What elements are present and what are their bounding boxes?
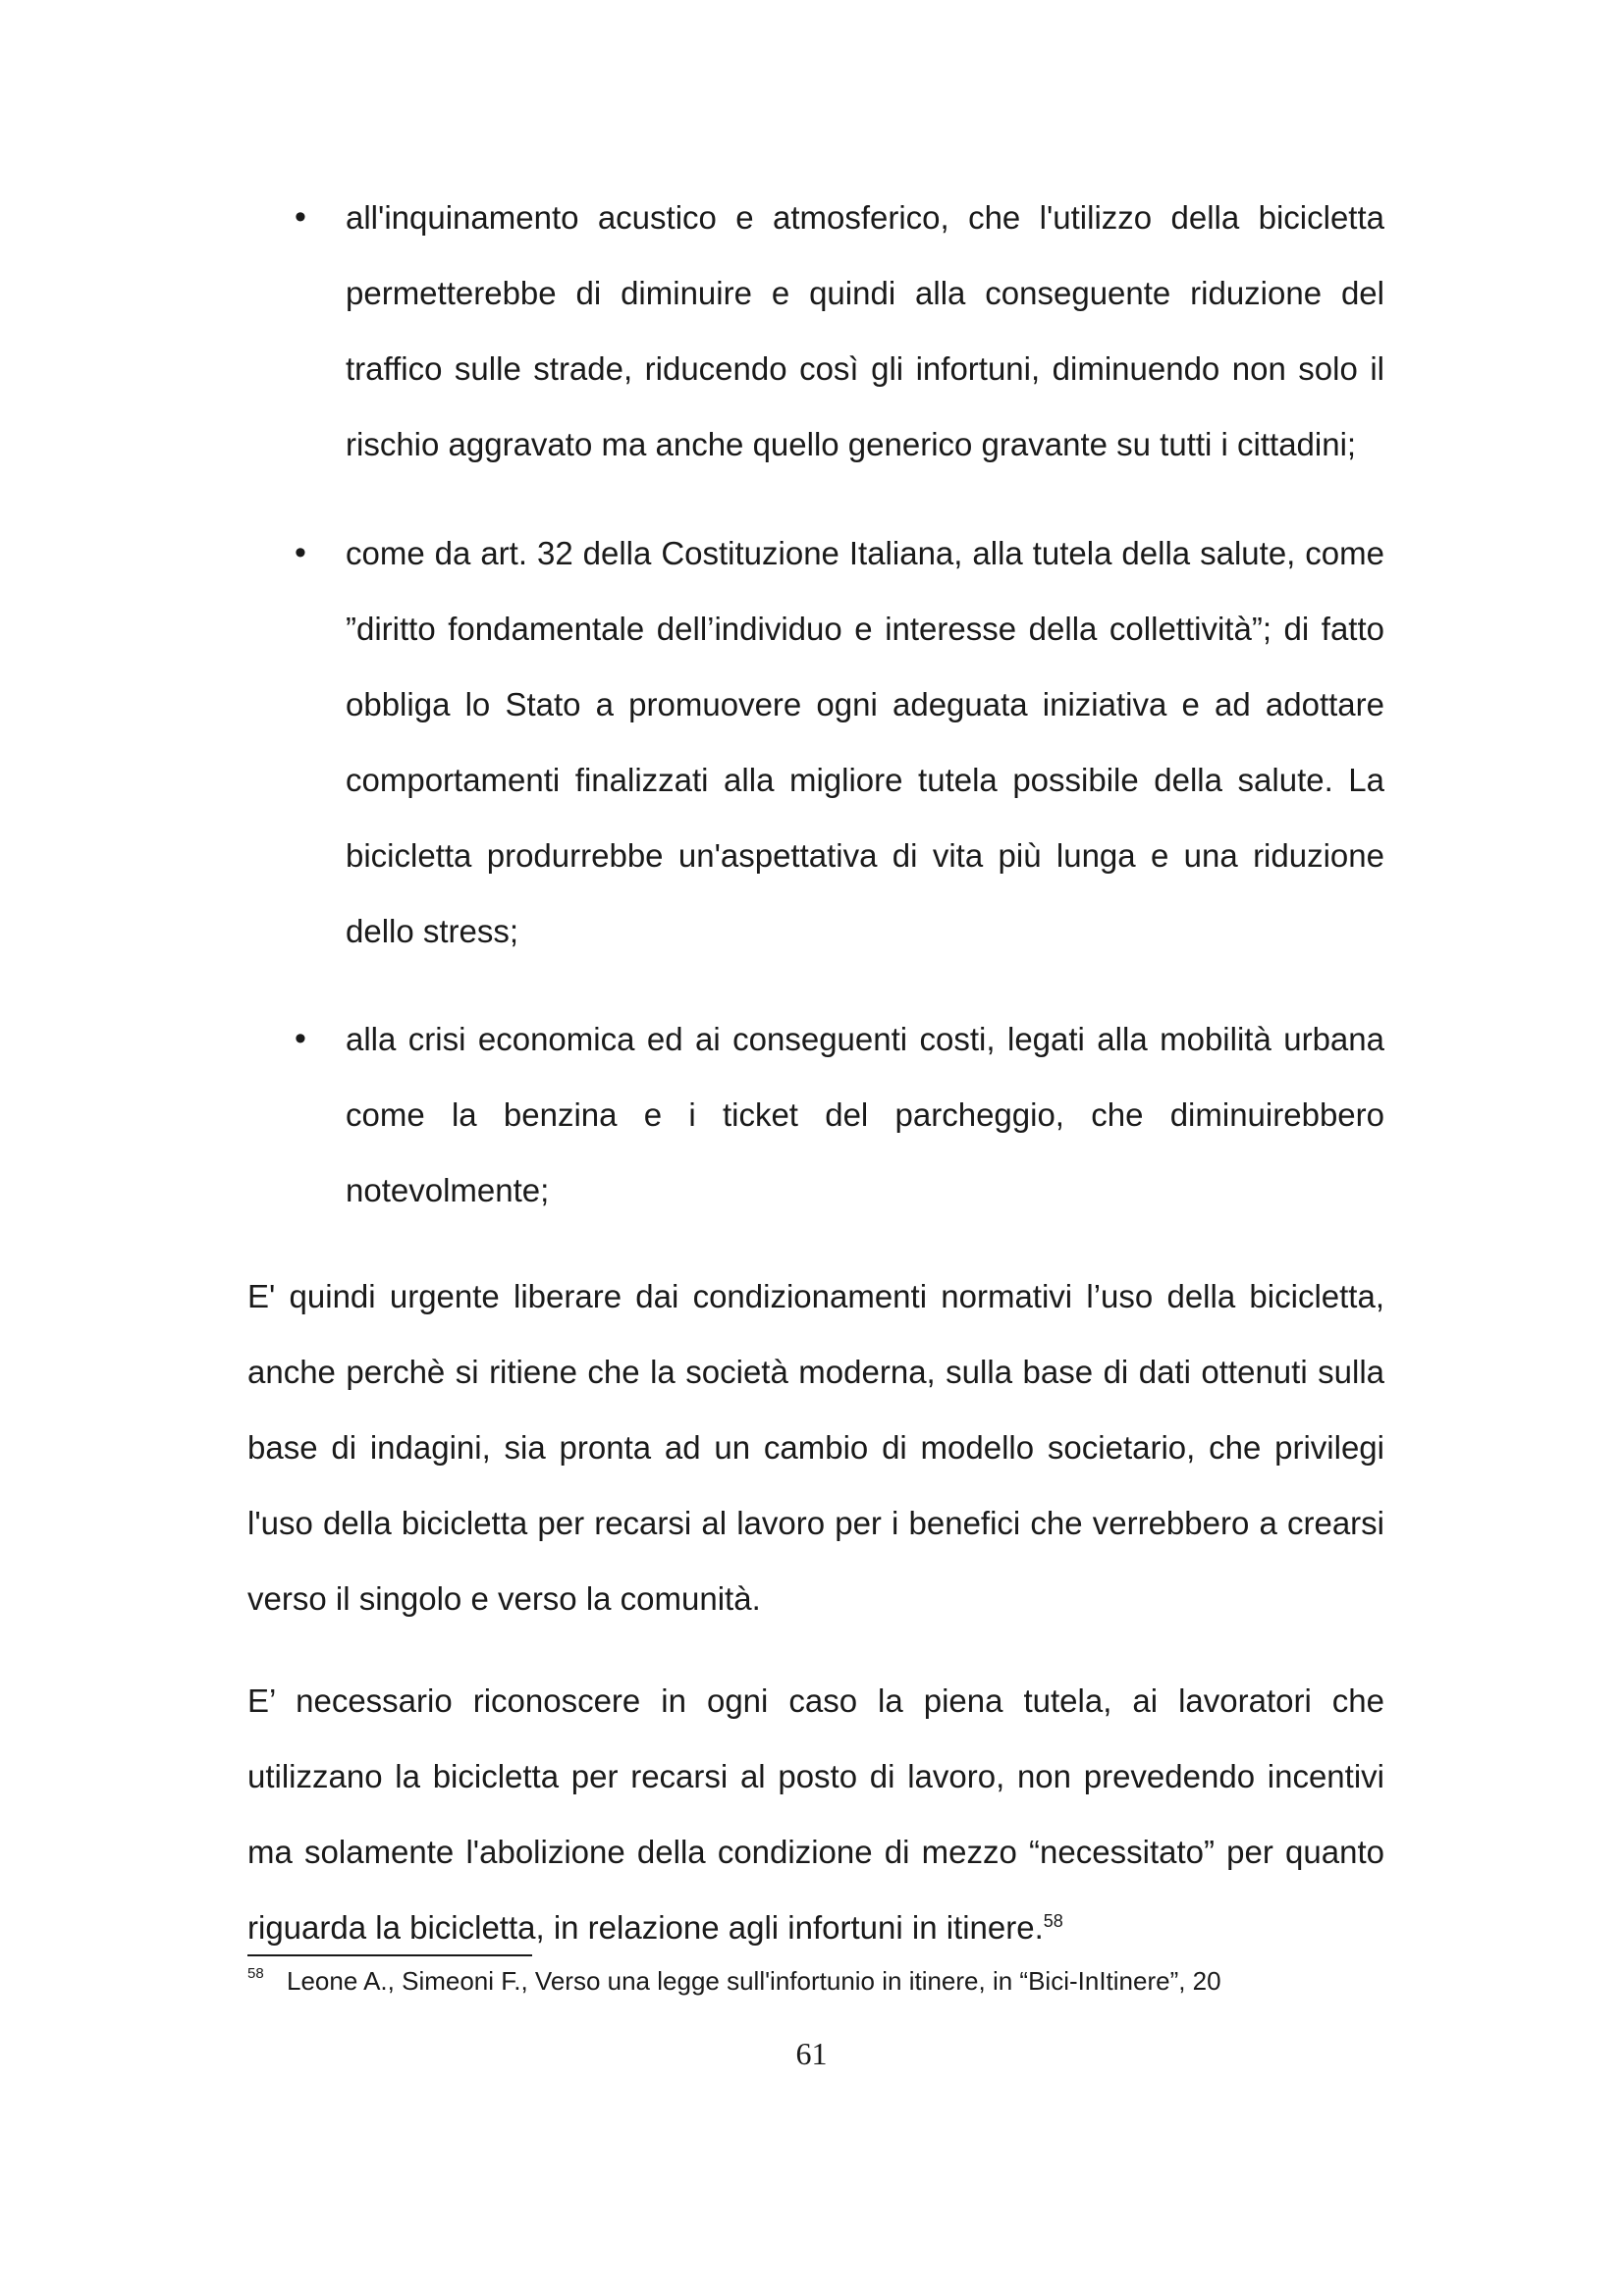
bullet-icon: • (295, 534, 306, 571)
page-number: 61 (795, 2036, 828, 2071)
bullet-icon: • (295, 198, 306, 236)
bullet-text: alla crisi economica ed ai conseguenti costi, legati alla mobilità urbana come la benzina e i ticket del parcheggio, che diminuirebbero notevolmente; (346, 1021, 1384, 1208)
footnote-reference[interactable]: 58 (1043, 1911, 1063, 1931)
bullet-text: come da art. 32 della Costituzione Italiana, alla tutela della salute, come ”diritto fondamentale dell’individuo e interesse della collettività”; di fatto obbliga lo Stato a promuovere ogni adeguata iniziativa e ad adottare comportamenti finalizzati alla migliore tutela possibile della salute. La bicicletta produrrebbe un'aspettativa di vita più lunga e una riduzione dello stress; (346, 535, 1384, 949)
bullet-icon: • (295, 1020, 306, 1057)
paragraph-urgency: E' quindi urgente liberare dai condizionamenti normativi l’uso della bicicletta, anche perchè si ritiene che la società moderna, sulla base di dati ottenuti sulla base di indagini, sia pronta ad un cambio di modello societario, che privilegi l'uso della bicicletta per recarsi al lavoro per i benefici che verrebbero a crearsi verso il singolo e verso la comunità. (247, 1278, 1384, 1617)
paragraph-protection-text: E’ necessario riconoscere in ogni caso la piena tutela, ai lavoratori che utilizzano la bicicletta per recarsi al posto di lavoro, non prevedendo incentivi ma solamente l'abolizione della condizione di mezzo “necessitato” per quanto riguarda la bicicletta, in relazione agli infortuni in itinere. (247, 1682, 1384, 1946)
paragraph-protection (247, 1663, 1384, 1965)
footnote-number: 58 (247, 1965, 264, 1982)
bullet-text: all'inquinamento acustico e atmosferico, che l'utilizzo della bicicletta permetterebbe di diminuire e quindi alla conseguente riduzione del traffico sulle strade, riducendo così gli infortuni, diminuendo non solo il rischio aggravato ma anche quello generico gravante su tutti i cittadini; (346, 199, 1384, 462)
footnote-text: Leone A., Simeoni F., Verso una legge sull'infortunio in itinere, in “Bici-InItinere”, 20 (287, 1966, 1221, 1996)
footnote (247, 1961, 1384, 2001)
footnote-separator (247, 1954, 532, 1956)
